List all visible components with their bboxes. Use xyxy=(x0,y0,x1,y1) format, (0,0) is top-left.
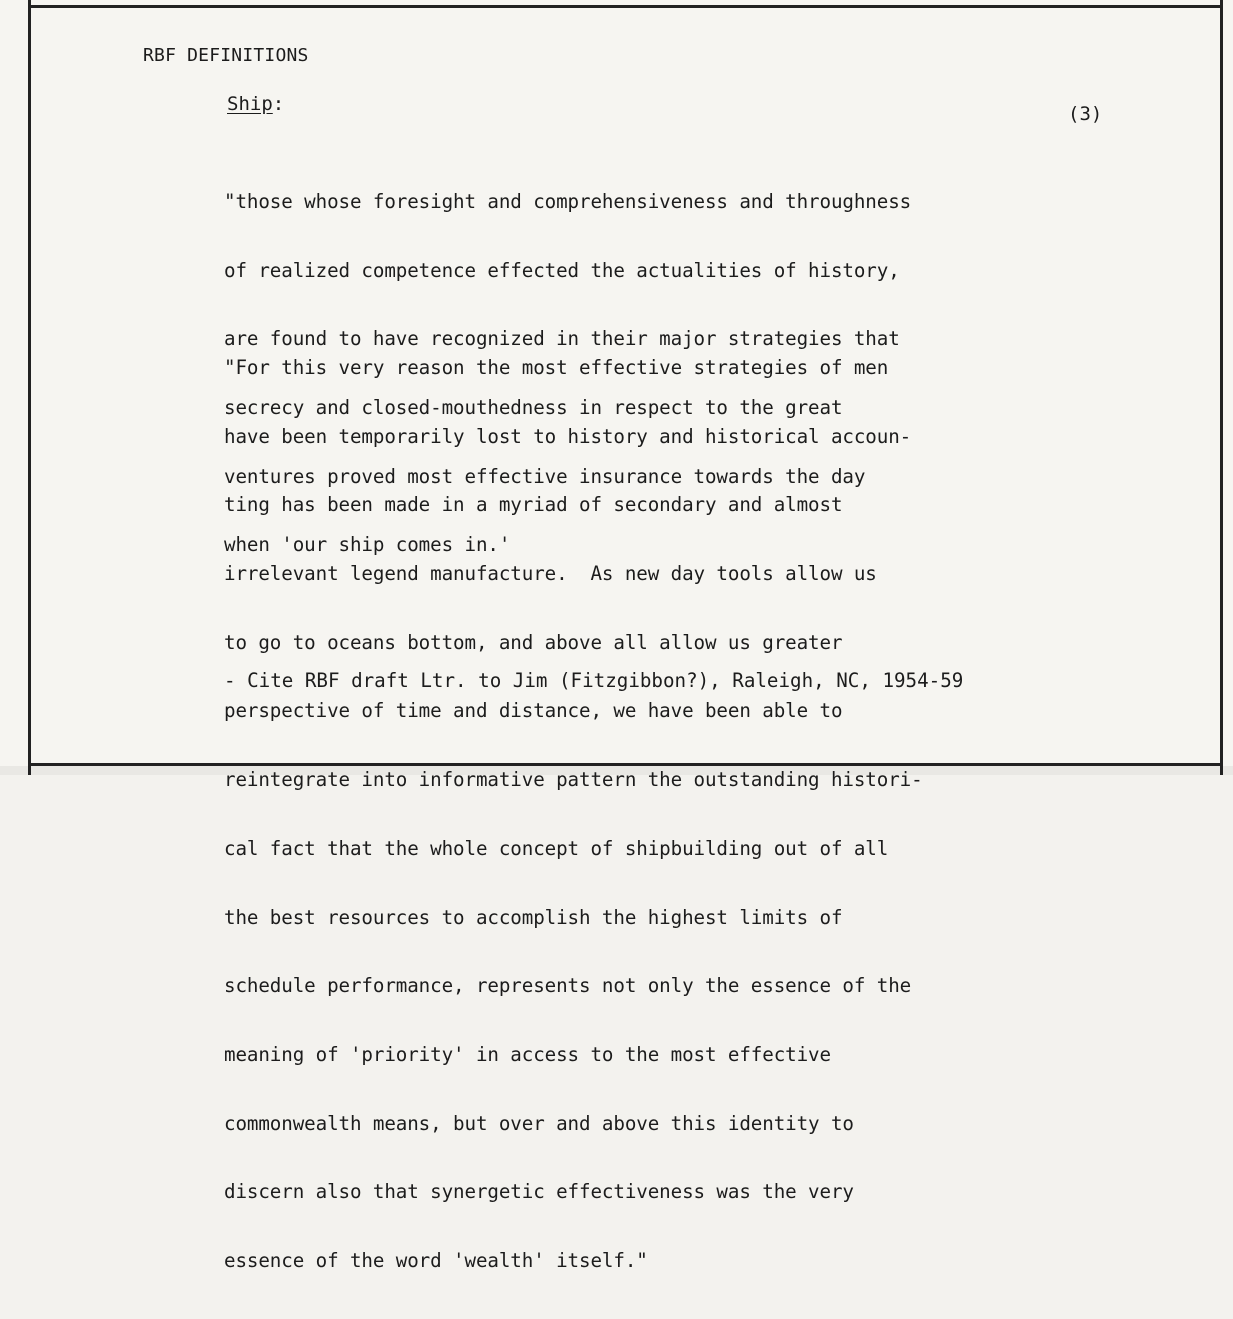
text-line: are found to have recognized in their major strategies that xyxy=(224,327,900,351)
card-border-right xyxy=(1220,0,1223,775)
text-line: "For this very reason the most effective strategies of men xyxy=(224,355,889,379)
text-line: of realized competence effected the actualities of history, xyxy=(224,258,900,282)
card-border-top xyxy=(28,5,1223,8)
text-line: schedule performance, represents not only the essence of the xyxy=(224,974,912,998)
quote-paragraph-2 xyxy=(224,311,923,1319)
text-line: meaning of 'priority' in access to the most effective xyxy=(224,1043,831,1066)
card-header: RBF DEFINITIONS xyxy=(143,45,309,66)
card-border-left xyxy=(28,0,31,775)
text-line: secrecy and closed-mouthedness in respect to the great xyxy=(224,395,843,419)
page-number: (3) xyxy=(1068,103,1103,125)
text-line: ventures proved most effective insurance towards the day xyxy=(224,464,866,488)
text-line: commonwealth means, but over and above this identity to xyxy=(224,1111,854,1135)
text-line: essence of the word 'wealth' itself." xyxy=(224,1249,648,1273)
citation: - Cite RBF draft Ltr. to Jim (Fitzgibbon?), Raleigh, NC, 1954-59 xyxy=(224,669,964,692)
text-line: reintegrate into informative pattern the outstanding histori- xyxy=(224,768,923,792)
term-suffix: : xyxy=(272,93,285,115)
text-line: cal fact that the whole concept of shipbuilding out of all xyxy=(224,836,889,860)
text-line: irrelevant legend manufacture. As new day tools allow us xyxy=(224,561,877,585)
term-word: Ship xyxy=(227,93,273,115)
text-line: the best resources to accomplish the highest limits of xyxy=(224,905,843,929)
text-line: when 'our ship comes in.' xyxy=(224,533,511,557)
text-line: to go to oceans bottom, and above all allow us greater xyxy=(224,630,843,654)
text-line: ting has been made in a myriad of secondary and almost xyxy=(224,493,843,517)
text-line: discern also that synergetic effectiveness was the very xyxy=(224,1180,854,1204)
text-line: perspective of time and distance, we have been able to xyxy=(224,699,843,723)
text-line: "those whose foresight and comprehensiveness and throughness xyxy=(224,189,912,213)
definition-term xyxy=(227,93,284,115)
text-line: have been temporarily lost to history and historical accoun- xyxy=(224,424,912,448)
